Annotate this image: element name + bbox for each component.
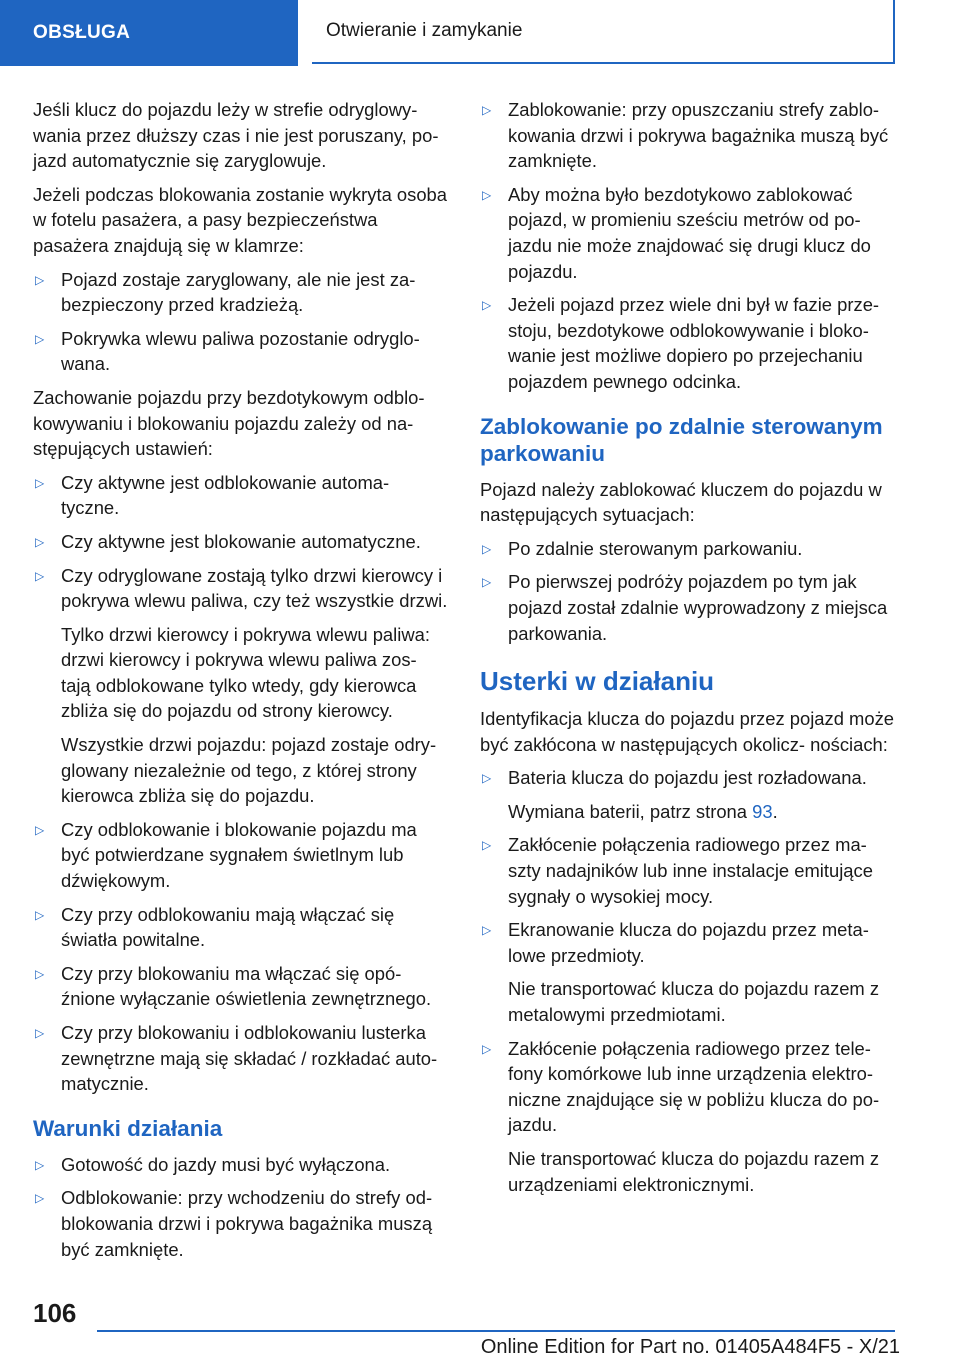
section-tab: OBSŁUGA: [0, 0, 298, 66]
left-column: [33, 97, 448, 1270]
triangle-bullet-icon: ▷: [35, 534, 45, 549]
triangle-bullet-icon: ▷: [482, 771, 492, 786]
list-item: ▷ Po pierwszej podróży pojazdem po tym jak pojazd został zdalnie wyprowadzony z miejsca parkowania.: [482, 571, 888, 644]
list-item: ▷ Pojazd zostaje zaryglowany, ale nie jest za‐ bezpieczony przed kradzieżą.: [35, 268, 416, 316]
footer-divider: [97, 1330, 895, 1332]
paragraph: Jeżeli podczas blokowania zostanie wykryta osoba w fotelu pasażera, a pasy bezpieczeństwa pasażera znajdują się w klamrze:: [33, 183, 448, 256]
page-header: [0, 0, 960, 66]
triangle-bullet-icon: ▷: [35, 475, 45, 490]
triangle-bullet-icon: ▷: [482, 103, 492, 117]
triangle-bullet-icon: ▷: [35, 1191, 45, 1206]
list-item: ▷ Aby można było bezdotykowo zablokować pojazd, w promieniu sześciu metrów od po‐ jazdu nie może znajdować się drugi klucz do pojazdu.: [482, 183, 871, 282]
triangle-bullet-icon: ▷: [482, 541, 492, 556]
paragraph: Jeśli klucz do pojazdu leży w strefie odryglowy‐ wania przez dłuższy czas i nie jest poruszany, po‐ jazd automatycznie się zaryglowuje.: [33, 99, 439, 172]
list-item: ▷ Czy przy blokowaniu i odblokowaniu lusterka zewnętrzne mają się składać / rozkładać auto‐ matycznie.: [35, 1022, 438, 1095]
triangle-bullet-icon: ▷: [35, 1157, 45, 1172]
list-item: ▷ Czy przy blokowaniu ma włączać się opó‐ źnione wyłączanie oświetlenia zewnętrznego.: [35, 962, 432, 1010]
triangle-bullet-icon: ▷: [35, 1026, 45, 1040]
triangle-bullet-icon: ▷: [35, 272, 45, 287]
list-item: ▷ Zakłócenie połączenia radiowego przez tele‐ fony komórkowe lub inne urządzenia elektro‐ niczne znajdujące się w pobliżu klucza do po‐ jazdu. Nie transportować klucza do pojazdu razem z urządzeniami elektronicznymi.: [482, 1037, 880, 1195]
triangle-bullet-icon: ▷: [482, 838, 492, 853]
list-item: ▷ Zakłócenie połączenia radiowego przez ma‐ szty nadajników lub inne instalacje emitujące sygnały o wysokiej mocy.: [482, 834, 873, 907]
triangle-bullet-icon: ▷: [482, 1041, 492, 1056]
right-column: [480, 97, 895, 1205]
list-item: ▷ Gotowość do jazdy musi być wyłączona.: [35, 1153, 391, 1175]
triangle-bullet-icon: ▷: [35, 966, 45, 981]
list-item: ▷ Czy odblokowanie i blokowanie pojazdu ma być potwierdzane sygnałem świetlnym lub dźwiękowym.: [35, 818, 417, 892]
triangle-bullet-icon: ▷: [35, 568, 45, 583]
list-item: ▷ Pokrywka wlewu paliwa pozostanie odryglo‐ wana.: [35, 327, 420, 375]
footer-edition: Online Edition for Part no. 01405A484F5 - X/21: [480, 1336, 900, 1358]
list-item: ▷ Czy aktywne jest odblokowanie automa‐ tyczne.: [35, 471, 390, 519]
list-item: ▷ Zablokowanie: przy opuszczaniu strefy zablo‐ kowania drzwi i pokrywa bagażnika muszą być zamknięte.: [482, 99, 889, 172]
list-item: ▷ Bateria klucza do pojazdu jest rozładowana. Wymiana baterii, patrz strona 93.: [482, 767, 867, 822]
list-item: ▷ Czy aktywne jest blokowanie automatyczne.: [35, 530, 421, 552]
triangle-bullet-icon: ▷: [482, 298, 492, 313]
list-item: ▷ Po zdalnie sterowanym parkowaniu.: [482, 537, 803, 559]
triangle-bullet-icon: ▷: [482, 187, 492, 202]
section-heading-warunki: Warunki działania: [33, 1115, 223, 1141]
triangle-bullet-icon: ▷: [35, 331, 45, 346]
list-item: ▷ Odblokowanie: przy wchodzeniu do strefy od‐ blokowania drzwi i pokrywa bagażnika muszą być zamknięte.: [35, 1187, 433, 1260]
paragraph: Zachowanie pojazdu przy bezdotykowym odblo‐ kowywaniu i blokowaniu pojazdu zależy od na‐ stępujących ustawień:: [33, 386, 425, 460]
triangle-bullet-icon: ▷: [482, 923, 492, 938]
list-item: ▷ Czy przy odblokowaniu mają włączać się światła powitalne.: [35, 903, 395, 951]
section-heading-usterki: Usterki w działaniu: [480, 666, 715, 697]
paragraph: Pojazd należy zablokować kluczem do pojazdu w następujących sytuacjach:: [480, 478, 882, 526]
paragraph: Identyfikacja klucza do pojazdu przez pojazd może być zakłócona w następujących okolicz‐ nościach:: [480, 708, 895, 755]
page-link-93[interactable]: 93: [752, 800, 773, 822]
list-item: ▷ Jeżeli pojazd przez wiele dni był w fazie prze‐ stoju, bezdotykowe odblokowywanie i bloko‐ wanie jest możliwe dopiero po przejechaniu pojazdem pewnego odcinka.: [482, 294, 880, 392]
triangle-bullet-icon: ▷: [482, 575, 492, 590]
list-item: ▷ Ekranowanie klucza do pojazdu przez meta‐ lowe przedmioty. Nie transportować klucza do pojazdu razem z metalowymi przedmiotami.: [482, 919, 880, 1026]
list-item: ▷ Czy odryglowane zostają tylko drzwi kierowcy i pokrywa wlewu paliwa, czy też wszystkie drzwi. Tylko drzwi kierowcy i pokrywa wlewu paliwa: drzwi kierowcy i pokrywa wlewu paliwa zos‐ tają odblokowane tylko wtedy, gdy kierowca zbliża się do pojazdu od strony kierowcy. Wszystkie drzwi pojazdu: pojazd zostaje odry‐ glowany niezależnie od tego, z której strony kierowca zbliża się do pojazdu.: [35, 564, 448, 807]
triangle-bullet-icon: ▷: [35, 822, 45, 837]
section-heading-zdalne: Zablokowanie po zdalnie sterowanym parkowaniu: [480, 413, 883, 466]
topic-title: Otwieranie i zamykanie: [312, 0, 895, 64]
page-number: 106: [33, 1298, 77, 1328]
triangle-bullet-icon: ▷: [35, 907, 45, 922]
